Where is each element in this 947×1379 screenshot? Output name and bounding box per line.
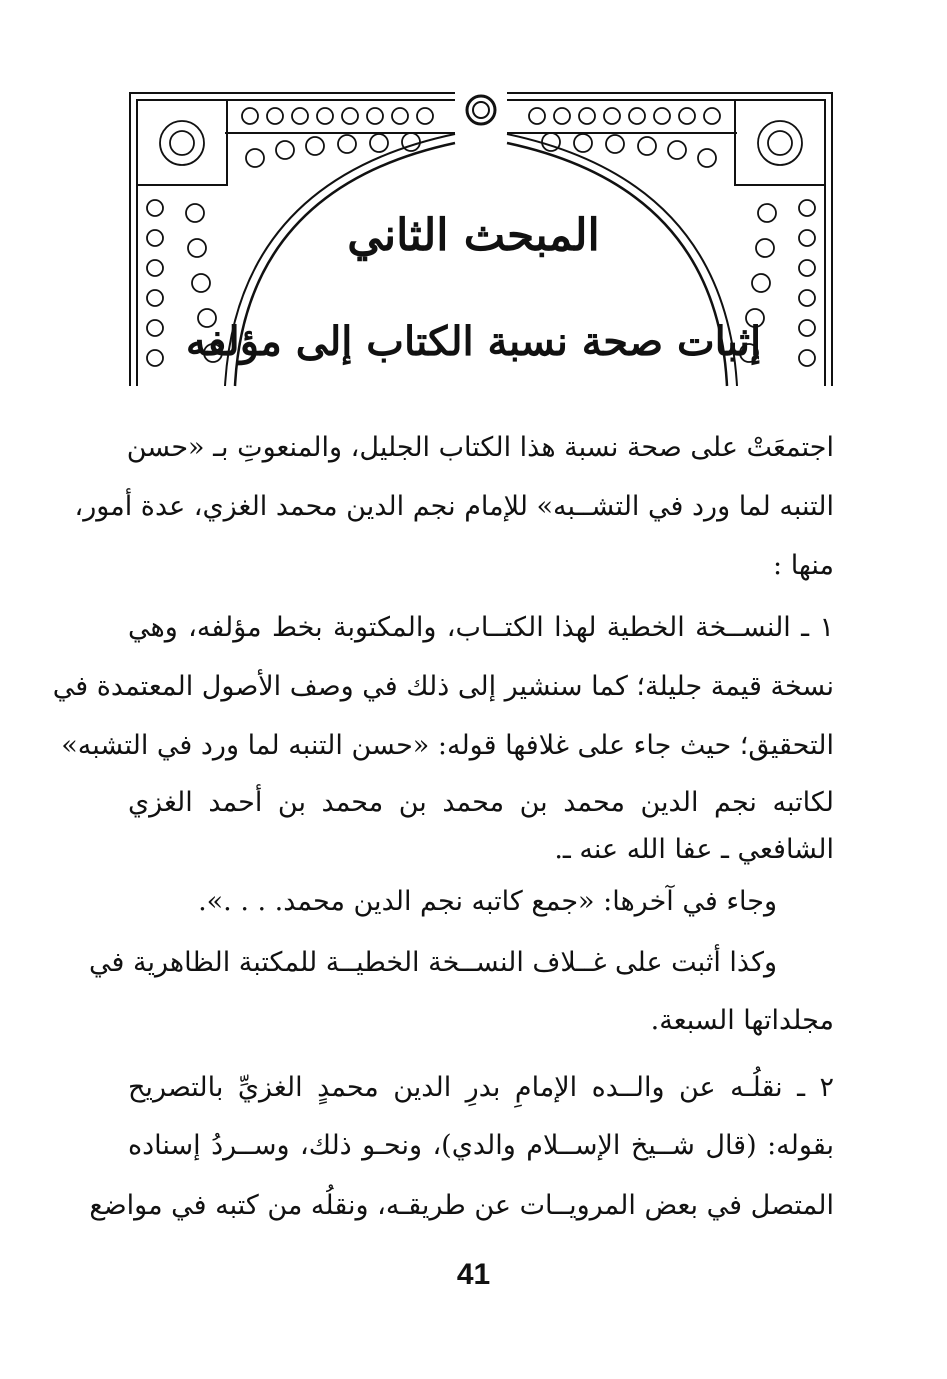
text-line: الشافعي ـ عفا الله عنه ـ. bbox=[554, 834, 834, 865]
text-line: المتصل في بعض المرويــات عن طريقـه، ونقلُه من كتبه في مواضع bbox=[89, 1190, 834, 1221]
text-line: منها : bbox=[773, 550, 834, 581]
page-number: 41 bbox=[456, 1258, 491, 1291]
text-line: نسخة قيمة جليلة؛ كما سنشير إلى ذلك في وصف الأصول المعتمدة في bbox=[52, 671, 834, 702]
text-line: مجلداتها السبعة. bbox=[650, 1005, 834, 1036]
text-line: اجتمعَتْ على صحة نسبة هذا الكتاب الجليل، والمنعوتِ بـ «حسن bbox=[126, 432, 834, 463]
text-line: ٢ ـ نقلُـه عن والــده الإمامِ بدرِ الدين محمدٍ الغزيِّ بالتصريح bbox=[128, 1072, 834, 1103]
text-line: التحقيق؛ حيث جاء على غلافها قوله: «حسن التنبه لما ورد في التشبه» bbox=[61, 730, 834, 761]
text-line: وجاء في آخرها: «جمع كاتبه نجم الدين محمد. . . .». bbox=[198, 886, 777, 917]
text-line: لكاتبه نجم الدين محمد بن محمد بن محمد بن أحمد الغزي bbox=[128, 787, 835, 818]
text-line: التنبه لما ورد في التشــبه» للإمام نجم الدين محمد الغزي، عدة أمور، bbox=[74, 491, 834, 522]
text-line: ١ ـ النســخة الخطية لهذا الكتــاب، والمكتوبة بخط مؤلفه، وهي bbox=[128, 612, 834, 643]
text-line: وكذا أثبت على غــلاف النســخة الخطيــة للمكتبة الظاهرية في bbox=[88, 947, 777, 978]
section-subtitle: إثبات صحة نسبة الكتاب إلى مؤلفه bbox=[185, 318, 762, 365]
section-title: المبحث الثاني bbox=[347, 210, 600, 261]
text-line: بقوله: (قال شــيخ الإســلام والدي)، ونحـو ذلك، وســردُ إسناده bbox=[128, 1130, 834, 1161]
